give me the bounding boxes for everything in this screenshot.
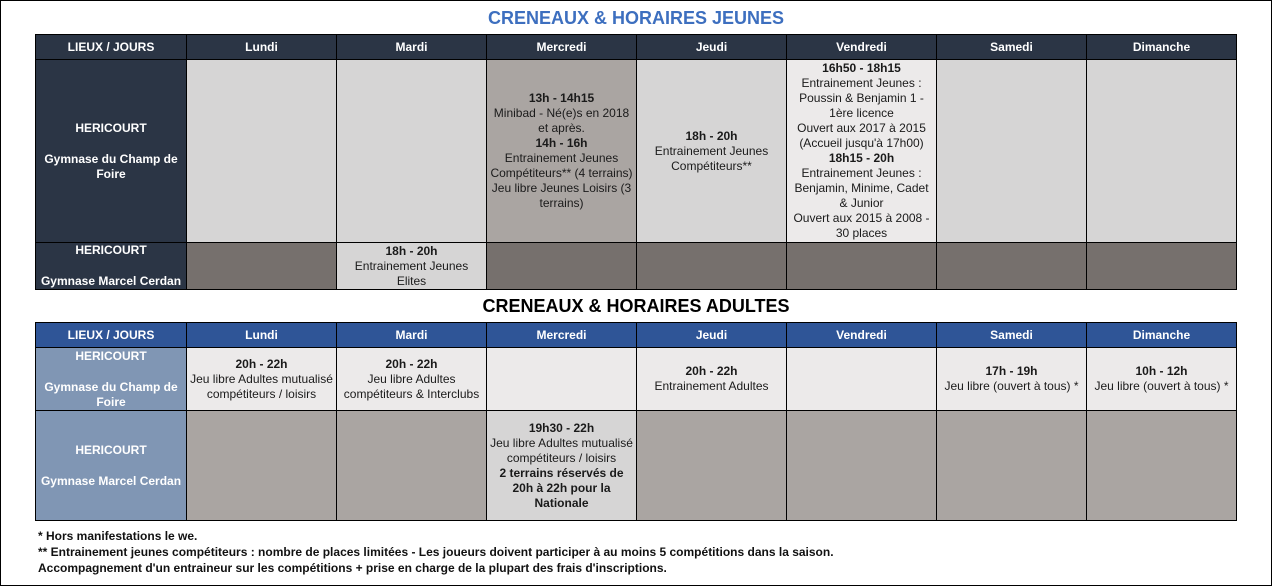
slot-mardi: [337, 411, 487, 521]
slot-samedi: [937, 243, 1087, 290]
location-city: HERICOURT: [75, 348, 147, 363]
slot-time: 14h - 16h: [535, 136, 588, 150]
slot-dimanche: [1087, 243, 1237, 290]
slot-vendredi: [787, 60, 937, 243]
slot-note: 2 terrains réservés de 20h à 22h pour la Nationale: [499, 465, 624, 510]
location-gym: Gymnase du Champ de Foire: [44, 151, 178, 181]
slot-desc: Jeu libre Adultes mutualisé compétiteurs / loisirs: [490, 435, 633, 465]
slot-jeudi: [637, 243, 787, 290]
slot-samedi: [937, 348, 1087, 411]
slot-time: 16h50 - 18h15: [822, 61, 901, 75]
header-vendredi: Vendredi: [787, 35, 937, 60]
table-header-row: [36, 35, 1237, 60]
slot-mardi: [337, 243, 487, 290]
slot-time: 18h - 20h: [685, 128, 738, 143]
slot-mercredi: [487, 411, 637, 521]
header-dimanche: Dimanche: [1087, 35, 1237, 60]
header-dimanche: Dimanche: [1087, 323, 1237, 348]
slot-mercredi: [487, 348, 637, 411]
slot-desc: Entrainement Jeunes Elites: [354, 258, 469, 288]
header-samedi: Samedi: [937, 323, 1087, 348]
location-cell: [36, 243, 187, 290]
slot-mardi: [337, 348, 487, 411]
table-header-row: [36, 323, 1237, 348]
slot-lundi: [187, 243, 337, 290]
slot-mercredi: [487, 243, 637, 290]
slot-dimanche: [1087, 348, 1237, 411]
slot-desc: Jeu libre Adultes mutualisé compétiteurs / loisirs: [190, 371, 333, 401]
table-row: [36, 243, 1237, 290]
slot-desc: Entrainement Jeunes Compétiteurs** (4 terrains): [490, 151, 633, 180]
slot-desc: Ouvert aux 2015 à 2008 - 30 places: [793, 211, 930, 240]
slot-desc: Jeu libre (ouvert à tous) *: [1094, 379, 1229, 393]
slot-lundi: [187, 411, 337, 521]
slot-desc: Entrainement Jeunes : Poussin & Benjamin 1 - 1ère licence: [799, 76, 924, 120]
header-lundi: Lundi: [187, 323, 337, 348]
slot-dimanche: [1087, 411, 1237, 521]
slot-time: 20h - 22h: [235, 356, 288, 371]
slot-lundi: [187, 60, 337, 243]
location-gym: Gymnase du Champ de Foire: [44, 379, 178, 409]
slot-desc: Ouvert aux 2017 à 2015 (Accueil jusqu'à 17h00): [797, 121, 926, 150]
slot-time: 19h30 - 22h: [528, 420, 595, 435]
location-city: HERICOURT: [75, 120, 147, 135]
table-row: [36, 348, 1237, 411]
header-mercredi: Mercredi: [487, 323, 637, 348]
footnote: * Hors manifestations le we.: [38, 529, 198, 543]
slot-desc: Jeu libre Jeunes Loisirs (3 terrains): [491, 181, 632, 210]
slot-desc: Minibad - Né(e)s en 2018 et après.: [493, 106, 630, 135]
header-lundi: Lundi: [187, 35, 337, 60]
slot-vendredi: [787, 411, 937, 521]
footnote: ** Entrainement jeunes compétiteurs : nombre de places limitées - Les joueurs doivent participer à au moins 5 compétitions dans la saison.: [38, 545, 834, 559]
youth-schedule-title: CRENEAUX & HORAIRES JEUNES: [487, 8, 785, 28]
slot-time: 18h15 - 20h: [828, 151, 895, 165]
header-lieux: LIEUX / JOURS: [36, 35, 187, 60]
slot-jeudi: [637, 411, 787, 521]
slot-dimanche: [1087, 60, 1237, 243]
header-jeudi: Jeudi: [637, 323, 787, 348]
slot-vendredi: [787, 243, 937, 290]
slot-jeudi: [637, 348, 787, 411]
slot-time: 17h - 19h: [985, 364, 1038, 378]
location-cell: [36, 411, 187, 521]
header-lieux: LIEUX / JOURS: [36, 323, 187, 348]
slot-samedi: [937, 411, 1087, 521]
header-mardi: Mardi: [337, 323, 487, 348]
slot-desc: Entrainement Adultes: [654, 379, 769, 393]
slot-time: 10h - 12h: [1135, 364, 1188, 378]
adult-schedule-table: [35, 322, 1237, 521]
footnotes: [38, 528, 834, 576]
footnote: Accompagnement d'un entraineur sur les compétitions + prise en charge de la plupart des frais d'inscriptions.: [38, 561, 667, 575]
slot-desc: Entrainement Jeunes Compétiteurs**: [654, 143, 769, 173]
table-row: [36, 411, 1237, 521]
slot-desc: Jeu libre (ouvert à tous) *: [944, 379, 1079, 393]
table-row: [36, 60, 1237, 243]
slot-mardi: [337, 60, 487, 243]
slot-mercredi: [487, 60, 637, 243]
header-vendredi: Vendredi: [787, 323, 937, 348]
adult-schedule-title: CRENEAUX & HORAIRES ADULTES: [482, 296, 790, 316]
location-city: HERICOURT: [75, 442, 147, 457]
slot-samedi: [937, 60, 1087, 243]
slot-desc: Entrainement Jeunes : Benjamin, Minime, Cadet & Junior: [794, 166, 929, 210]
location-gym: Gymnase Marcel Cerdan: [40, 274, 182, 288]
header-samedi: Samedi: [937, 35, 1087, 60]
slot-time: 20h - 22h: [385, 356, 438, 371]
header-jeudi: Jeudi: [637, 35, 787, 60]
slot-desc: Jeu libre Adultes compétiteurs & Interclubs: [343, 371, 480, 401]
location-cell: [36, 348, 187, 411]
header-mercredi: Mercredi: [487, 35, 637, 60]
header-mardi: Mardi: [337, 35, 487, 60]
slot-lundi: [187, 348, 337, 411]
slot-time: 13h - 14h15: [528, 91, 595, 105]
location-gym: Gymnase Marcel Cerdan: [40, 473, 182, 488]
slot-time: 18h - 20h: [385, 243, 438, 258]
slot-vendredi: [787, 348, 937, 411]
slot-time: 20h - 22h: [685, 364, 738, 378]
location-city: HERICOURT: [75, 243, 147, 257]
location-cell: [36, 60, 187, 243]
slot-jeudi: [637, 60, 787, 243]
youth-schedule-table: [35, 34, 1237, 290]
